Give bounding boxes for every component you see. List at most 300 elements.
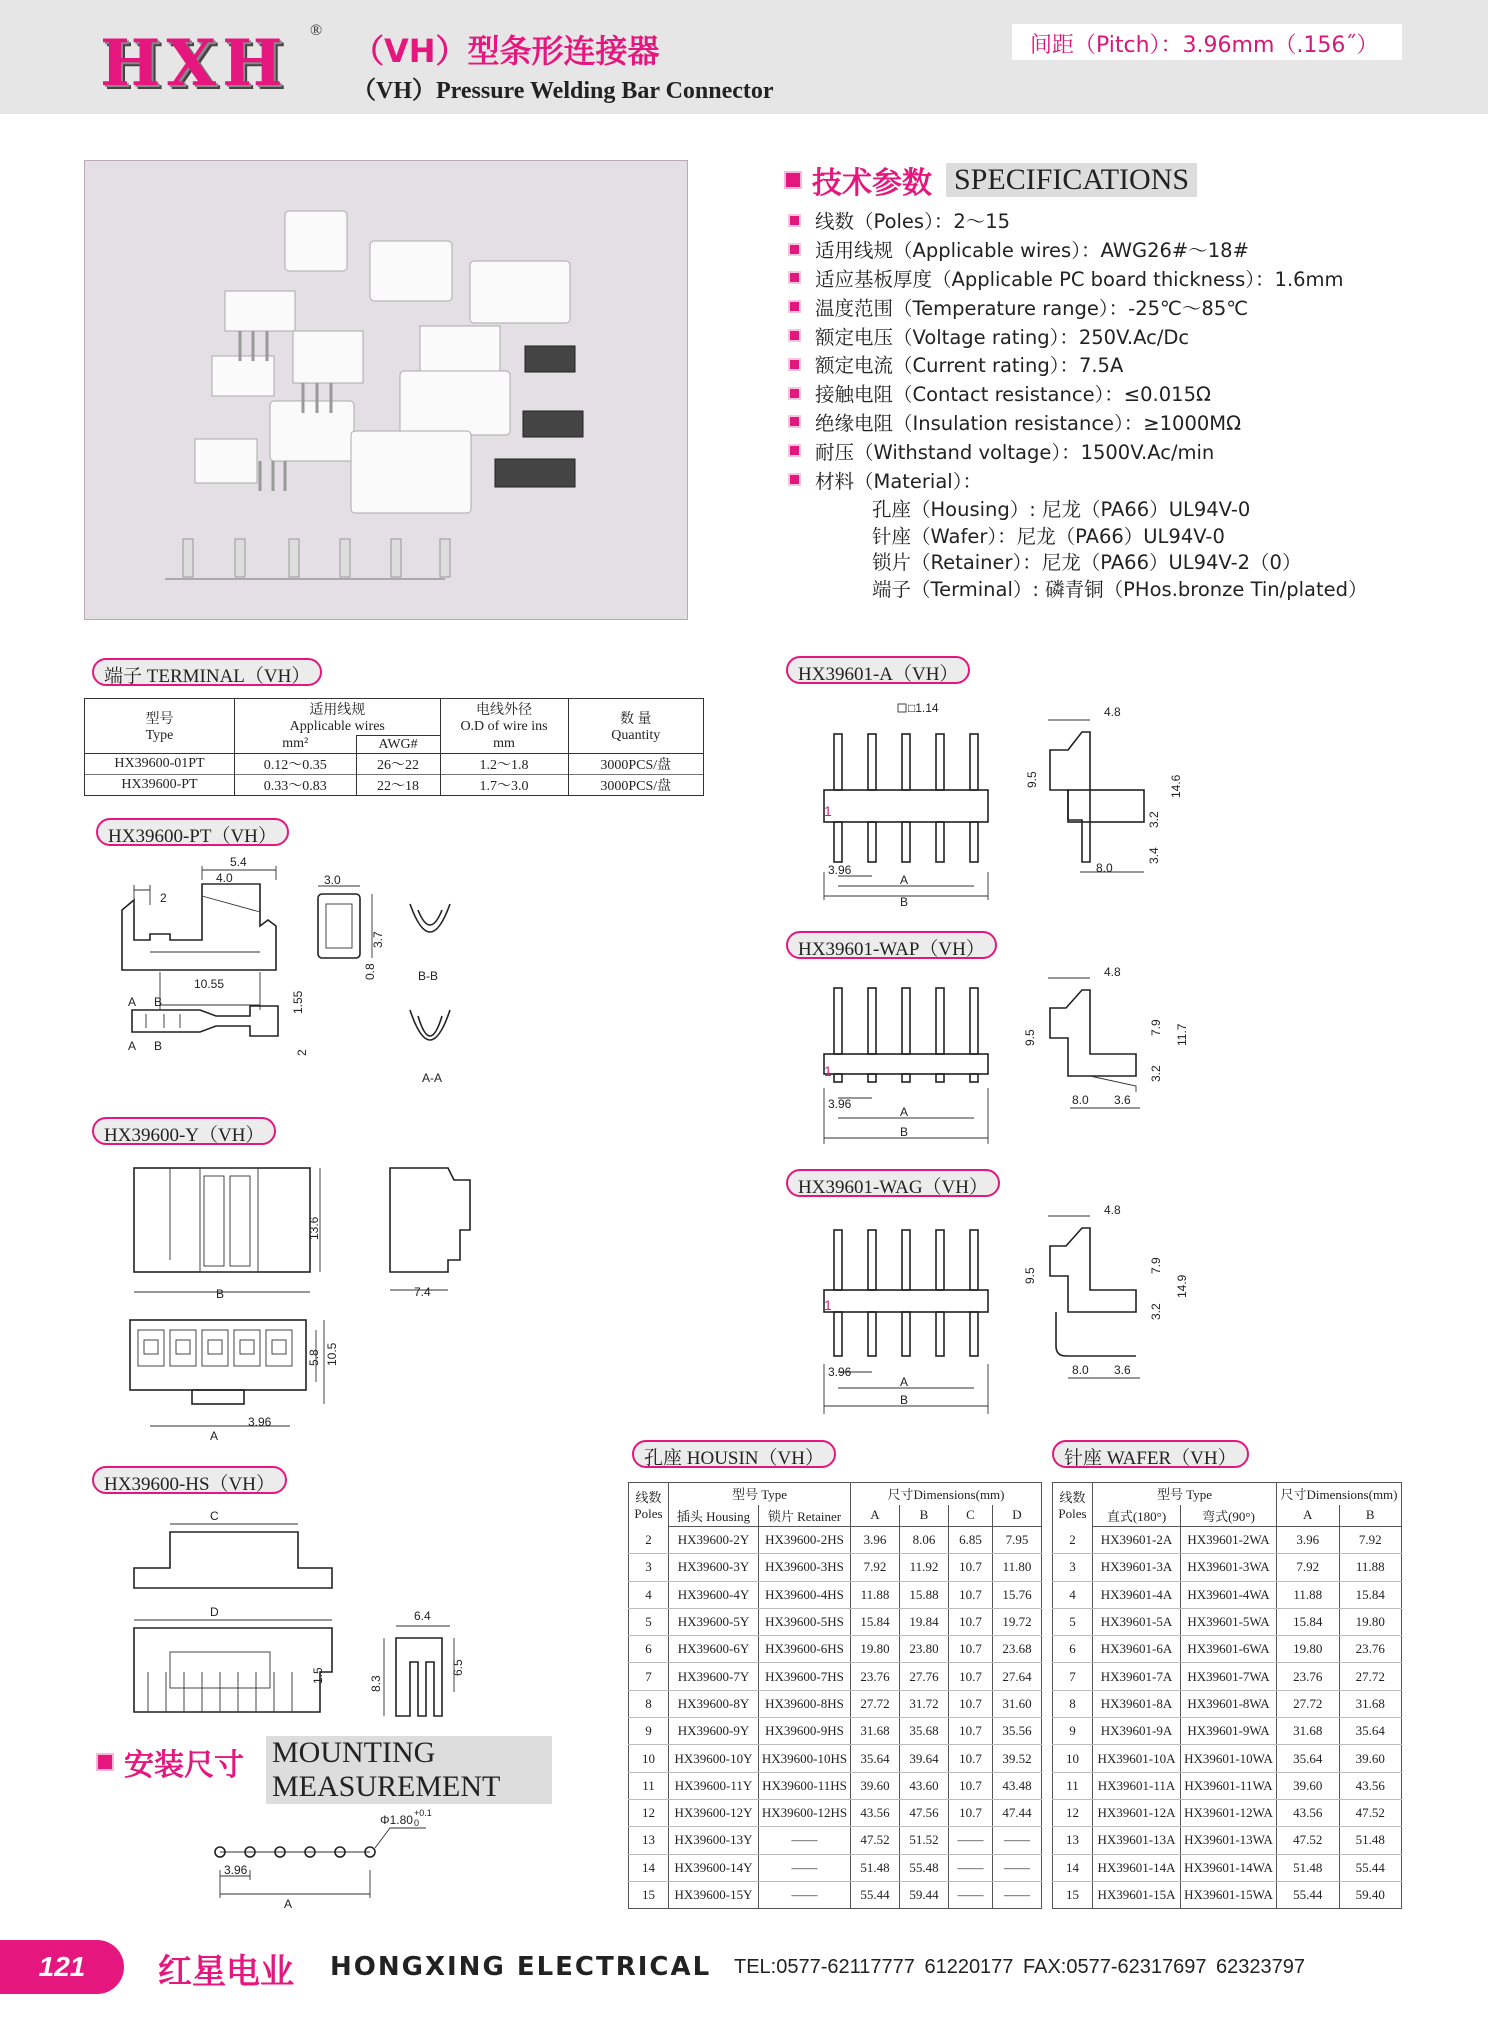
table-cell: 3 <box>1053 1554 1093 1581</box>
th-poles: 线数 Poles <box>629 1483 669 1527</box>
svg-text:14.9: 14.9 <box>1175 1274 1189 1298</box>
table-cell: 35.56 <box>992 1718 1041 1745</box>
table-cell: 11.88 <box>1277 1581 1340 1608</box>
table-cell: HX39601-13WA <box>1181 1827 1277 1854</box>
table-cell: HX39601-15A <box>1093 1881 1181 1908</box>
table-cell: —— <box>759 1854 851 1881</box>
table-cell: 7.92 <box>1277 1554 1340 1581</box>
table-cell: 39.52 <box>992 1745 1041 1772</box>
label-pt: HX39600-PT（VH） <box>96 818 289 846</box>
table-cell: HX39600-6HS <box>759 1636 851 1663</box>
table-cell: 23.68 <box>992 1636 1041 1663</box>
spec-item: 耐压（Withstand voltage）：1500V.Ac/min <box>788 436 1368 465</box>
table-cell: 55.44 <box>1339 1854 1402 1881</box>
a-wafer-drawing <box>800 700 1220 910</box>
table-cell: HX39601-11WA <box>1181 1772 1277 1799</box>
label-wag: HX39601-WAG（VH） <box>786 1169 1000 1197</box>
table-cell: 8.06 <box>899 1527 948 1554</box>
table-cell: 27.72 <box>1339 1663 1402 1690</box>
table-cell: 15 <box>629 1881 669 1908</box>
bullet-square-icon <box>788 300 801 313</box>
svg-text:8.0: 8.0 <box>1072 1363 1089 1377</box>
table-cell: —— <box>759 1881 851 1908</box>
table-cell: 31.68 <box>851 1718 900 1745</box>
bullet-square-icon <box>788 387 801 400</box>
table-row <box>629 1827 1042 1854</box>
table-cell: 9 <box>1053 1718 1093 1745</box>
spec-item: 材料（Material）： <box>788 465 1368 494</box>
svg-text:14.6: 14.6 <box>1169 774 1183 798</box>
table-cell: 51.52 <box>899 1827 948 1854</box>
table-cell: 23.76 <box>1277 1663 1340 1690</box>
spec-item: 接触电阻（Contact resistance）：≤0.015Ω <box>788 379 1368 408</box>
table-cell: 15 <box>1053 1881 1093 1908</box>
th-poles: 线数 Poles <box>1053 1483 1093 1527</box>
svg-text:B-B: B-B <box>418 969 439 983</box>
table-cell: 15.84 <box>1339 1581 1402 1608</box>
table-row <box>629 1636 1042 1663</box>
table-cell: 10.7 <box>948 1718 992 1745</box>
svg-text:2: 2 <box>160 891 167 905</box>
table-cell: 11.88 <box>851 1581 900 1608</box>
table-cell: 47.44 <box>992 1799 1041 1826</box>
svg-text:9.5: 9.5 <box>1025 771 1039 788</box>
table-cell: HX39601-12A <box>1093 1799 1181 1826</box>
table-cell: 11.88 <box>1339 1554 1402 1581</box>
svg-text:B: B <box>154 1039 163 1053</box>
th-angle: 弯式(90°) <box>1181 1505 1277 1527</box>
svg-text:4.0: 4.0 <box>216 871 233 885</box>
table-cell: 51.48 <box>851 1854 900 1881</box>
table-cell: HX39601-9WA <box>1181 1718 1277 1745</box>
table-cell: HX39601-10A <box>1093 1745 1181 1772</box>
table-cell: 19.72 <box>992 1608 1041 1635</box>
table-cell: HX39601-3WA <box>1181 1554 1277 1581</box>
table-cell: HX39601-10WA <box>1181 1745 1277 1772</box>
label-hs: HX39600-HS（VH） <box>92 1466 287 1494</box>
table-cell: 13 <box>629 1827 669 1854</box>
table-cell: HX39600-9Y <box>669 1718 759 1745</box>
table-cell: 39.60 <box>1277 1772 1340 1799</box>
svg-text:3.6: 3.6 <box>1114 1093 1131 1107</box>
table-cell: —— <box>992 1827 1041 1854</box>
svg-text:5.4: 5.4 <box>230 855 247 869</box>
svg-text:3.96: 3.96 <box>828 1365 852 1379</box>
table-cell: HX39600-10HS <box>759 1745 851 1772</box>
table-cell: 35.64 <box>1277 1745 1340 1772</box>
table-cell: 31.68 <box>1339 1690 1402 1717</box>
svg-text:4.8: 4.8 <box>1104 705 1121 719</box>
table-cell: HX39600-8Y <box>669 1690 759 1717</box>
table-cell: HX39601-8WA <box>1181 1690 1277 1717</box>
label-terminal: 端子 TERMINAL（VH） <box>92 658 322 686</box>
table-row <box>1053 1772 1402 1799</box>
svg-text:10.55: 10.55 <box>194 977 225 991</box>
svg-text:3.96: 3.96 <box>248 1415 272 1429</box>
material-item: 孔座（Housing）: 尼龙（PA66）UL94V-0 <box>872 497 1251 521</box>
specs-title-cn: 技术参数 <box>812 166 932 201</box>
th-mm2: mm² <box>235 736 357 754</box>
table-cell: HX39600-5HS <box>759 1608 851 1635</box>
table-cell: 12 <box>629 1799 669 1826</box>
table-cell: 47.56 <box>899 1799 948 1826</box>
table-cell: HX39600-12Y <box>669 1799 759 1826</box>
title-cn: （VH）型条形连接器 <box>352 32 660 70</box>
table-cell: 10.7 <box>948 1799 992 1826</box>
bullet-square-icon <box>784 171 802 189</box>
table-row <box>1053 1799 1402 1826</box>
th-wires: 适用线规 Applicable wires <box>235 699 441 736</box>
svg-text:7.9: 7.9 <box>1149 1257 1163 1274</box>
table-row <box>629 1854 1042 1881</box>
table-cell: 7.92 <box>1339 1527 1402 1554</box>
wafer-table: 线数 Poles 型号 Type 尺寸Dimensions(mm) 直式(180°) 弯式(90°) A B 2 HX39601-2A HX39601-2WA 3.96 7.92 3 HX39601-3A HX39601-3WA 7.92 11.88 4 HX39601-4A HX39601-4WA 11.88 15.84 5 HX39601-5A HX39601-5WA 15.84 19.80 6 HX39601-6A HX39601-6WA 19.80 23.76 7 HX39601-7A HX39601-7WA 23.76 27.72 8 HX39601-8A HX39601-8WA 27.72 31.68 9 HX39601-9A HX39601-9WA 31.68 35.64 10 HX39601-10A HX39601-10WA 35.64 39.60 11 HX39601-11A HX39601-11WA 39.60 43.56 12 HX39601-12A HX39601-12WA 43.56 47.52 13 HX39601-13A HX39601-13WA 47.52 51.48 14 HX39601-14A HX39601-14WA 51.48 55.44 15 HX39601-15A HX39601-15WA 55.44 59.40 <box>1052 1482 1402 1909</box>
table-cell: 51.48 <box>1339 1827 1402 1854</box>
table-cell: —— <box>948 1827 992 1854</box>
table-cell: HX39600-11HS <box>759 1772 851 1799</box>
bullet-square-icon <box>788 415 801 428</box>
svg-text:8.0: 8.0 <box>1096 861 1113 875</box>
table-cell: HX39600-3Y <box>669 1554 759 1581</box>
table-cell: 39.60 <box>851 1772 900 1799</box>
table-cell: 14 <box>1053 1854 1093 1881</box>
table-cell: 35.68 <box>899 1718 948 1745</box>
table-cell: —— <box>992 1881 1041 1908</box>
table-row <box>1053 1581 1402 1608</box>
table-row <box>629 1527 1042 1554</box>
bullet-square-icon <box>788 358 801 371</box>
table-cell: HX39600-2HS <box>759 1527 851 1554</box>
table-row <box>1053 1608 1402 1635</box>
material-item: 锁片（Retainer）：尼龙（PA66）UL94V-2（0） <box>872 551 1302 575</box>
svg-text:3.2: 3.2 <box>1147 811 1161 828</box>
table-cell: HX39600-15Y <box>669 1881 759 1908</box>
table-cell: 15.84 <box>851 1608 900 1635</box>
registered-mark: ® <box>310 22 323 39</box>
table-cell: 8 <box>629 1690 669 1717</box>
svg-text:3.0: 3.0 <box>324 873 341 887</box>
material-item: 针座（Wafer）：尼龙（PA66）UL94V-0 <box>872 524 1225 548</box>
product-photo <box>84 160 688 620</box>
svg-text:7.9: 7.9 <box>1149 1019 1163 1036</box>
table-cell: HX39601-4A <box>1093 1581 1181 1608</box>
th-type: 型号 Type <box>669 1483 851 1505</box>
table-cell: 13 <box>1053 1827 1093 1854</box>
table-cell: 51.48 <box>1277 1854 1340 1881</box>
table-cell: HX39600-6Y <box>669 1636 759 1663</box>
table-cell: 9 <box>629 1718 669 1745</box>
table-cell: 55.48 <box>899 1854 948 1881</box>
th-qty: 数 量 Quantity <box>568 699 704 754</box>
table-cell: 7 <box>1053 1663 1093 1690</box>
table-row <box>629 1745 1042 1772</box>
svg-text:A: A <box>128 1039 137 1053</box>
th-dim: 尺寸Dimensions(mm) <box>851 1483 1042 1505</box>
table-cell: 43.56 <box>851 1799 900 1826</box>
svg-text:3.6: 3.6 <box>1114 1363 1131 1377</box>
table-cell: 2 <box>629 1527 669 1554</box>
svg-text:A-A: A-A <box>422 1071 443 1085</box>
table-row <box>1053 1690 1402 1717</box>
table-cell: 3.96 <box>1277 1527 1340 1554</box>
table-cell: 11 <box>1053 1772 1093 1799</box>
table-cell: 27.72 <box>851 1690 900 1717</box>
svg-text:6.4: 6.4 <box>414 1609 431 1623</box>
svg-text:6.5: 6.5 <box>451 1659 465 1676</box>
pitch-box: 间距（Pitch）：3.96mm（.156˝） <box>1012 24 1402 60</box>
mounting-hole-drawing <box>200 1810 460 1910</box>
svg-text:9.5: 9.5 <box>1023 1267 1037 1284</box>
svg-text:+0.1: +0.1 <box>414 1808 432 1818</box>
svg-text:4.8: 4.8 <box>1104 1203 1121 1217</box>
mounting-title-en: MOUNTING MEASUREMENT <box>266 1736 552 1804</box>
table-cell: 23.76 <box>1339 1636 1402 1663</box>
table-cell: 10.7 <box>948 1608 992 1635</box>
table-cell: 5 <box>629 1608 669 1635</box>
connector-photo-illustration <box>85 161 689 621</box>
bullet-square-icon <box>788 329 801 342</box>
table-cell: 11.92 <box>899 1554 948 1581</box>
table-cell: HX39600-8HS <box>759 1690 851 1717</box>
contact-info: TEL:0577-62117777 61220177 FAX:0577-62317697 62323797 <box>734 1956 1306 1978</box>
svg-text:2: 2 <box>295 1049 309 1056</box>
svg-text:A: A <box>900 1105 909 1119</box>
table-cell: 59.44 <box>899 1881 948 1908</box>
svg-text:5.8: 5.8 <box>307 1349 321 1366</box>
table-cell: 10.7 <box>948 1636 992 1663</box>
table-cell: 15.76 <box>992 1581 1041 1608</box>
th-type: 型号 Type <box>1093 1483 1277 1505</box>
bullet-square-icon <box>788 473 801 486</box>
table-cell: HX39600-9HS <box>759 1718 851 1745</box>
table-cell: HX39600-12HS <box>759 1799 851 1826</box>
table-cell: —— <box>948 1881 992 1908</box>
table-cell: 31.72 <box>899 1690 948 1717</box>
th-dim: 尺寸Dimensions(mm) <box>1277 1483 1402 1505</box>
table-row: HX39600-01PT 0.12～0.35 26～22 1.2～1.8 3000PCS/盘 <box>85 754 704 775</box>
table-cell: 31.68 <box>1277 1718 1340 1745</box>
table-cell: HX39601-7WA <box>1181 1663 1277 1690</box>
table-cell: HX39600-4Y <box>669 1581 759 1608</box>
svg-text:A: A <box>900 873 909 887</box>
svg-text:B: B <box>900 895 909 909</box>
table-cell: 15.88 <box>899 1581 948 1608</box>
th-retainer: 锁片 Retainer <box>759 1505 851 1527</box>
th-od: 电线外径 O.D of wire ins <box>440 699 568 736</box>
spec-item: 温度范围（Temperature range）：-25℃～85℃ <box>788 292 1368 321</box>
table-cell: HX39601-12WA <box>1181 1799 1277 1826</box>
table-row <box>1053 1718 1402 1745</box>
table-row <box>629 1663 1042 1690</box>
table-row <box>1053 1854 1402 1881</box>
table-cell: HX39601-2A <box>1093 1527 1181 1554</box>
table-cell: HX39601-14WA <box>1181 1854 1277 1881</box>
page-number: 121 <box>0 1940 124 1994</box>
svg-text:3.96: 3.96 <box>828 1097 852 1111</box>
table-cell: HX39600-2Y <box>669 1527 759 1554</box>
svg-text:3.4: 3.4 <box>1147 847 1161 864</box>
table-row <box>1053 1827 1402 1854</box>
table-cell: HX39601-4WA <box>1181 1581 1277 1608</box>
spec-item: 绝缘电阻（Insulation resistance）：≥1000MΩ <box>788 408 1368 437</box>
svg-text:C: C <box>210 1509 219 1523</box>
y-housing-drawing <box>120 1150 500 1450</box>
table-row <box>1053 1527 1402 1554</box>
table-cell: HX39601-14A <box>1093 1854 1181 1881</box>
label-housin: 孔座 HOUSIN（VH） <box>632 1440 836 1468</box>
th-type: 型号 Type <box>85 699 235 754</box>
svg-text:0.8: 0.8 <box>363 963 377 980</box>
table-cell: HX39601-2WA <box>1181 1527 1277 1554</box>
table-row <box>1053 1663 1402 1690</box>
bullet-square-icon <box>788 214 801 227</box>
table-cell: HX39600-7HS <box>759 1663 851 1690</box>
table-row <box>629 1581 1042 1608</box>
table-cell: 10.7 <box>948 1690 992 1717</box>
svg-text:13.6: 13.6 <box>307 1216 321 1240</box>
table-cell: HX39601-8A <box>1093 1690 1181 1717</box>
table-cell: HX39600-5Y <box>669 1608 759 1635</box>
table-cell: HX39601-5A <box>1093 1608 1181 1635</box>
table-cell: 27.72 <box>1277 1690 1340 1717</box>
mounting-title-cn: 安装尺寸 <box>124 1748 244 1783</box>
table-cell: HX39601-9A <box>1093 1718 1181 1745</box>
housing-table: 线数 Poles 型号 Type 尺寸Dimensions(mm) 插头 Housing 锁片 Retainer A B C D 2 HX39600-2Y HX39600-2HS 3.96 8.06 6.85 7.95 3 HX39600-3Y HX39600-3HS 7.92 11.92 10.7 11.80 4 HX39600-4Y HX39600-4HS 11.88 15.88 10.7 15.76 5 HX39600-5Y HX39600-5HS 15.84 19.84 10.7 19.72 6 HX39600-6Y HX39600-6HS 19.80 23.80 10.7 23.68 7 HX39600-7Y HX39600-7HS 23.76 27.76 10.7 27.64 8 HX39600-8Y HX39600-8HS 27.72 31.72 10.7 31.60 9 HX39600-9Y HX39600-9HS 31.68 35.68 10.7 35.56 10 HX39600-10Y HX39600-10HS 35.64 39.64 10.7 39.52 11 HX39600-11Y HX39600-11HS 39.60 43.60 10.7 43.48 12 HX39600-12Y HX39600-12HS 43.56 47.56 10.7 47.44 13 HX39600-13Y —— 47.52 51.52 —— —— 14 HX39600-14Y —— 51.48 55.48 —— —— 15 HX39600-15Y —— 55.44 59.44 —— —— <box>628 1482 1042 1909</box>
table-cell: 10.7 <box>948 1663 992 1690</box>
svg-text:□1.14: □1.14 <box>908 701 939 715</box>
table-cell: —— <box>992 1854 1041 1881</box>
wag-wafer-drawing <box>800 1200 1220 1430</box>
spec-item: 适应基板厚度（Applicable PC board thickness）：1.6mm <box>788 264 1368 293</box>
svg-text:9.5: 9.5 <box>1023 1029 1037 1046</box>
table-cell: HX39600-13Y <box>669 1827 759 1854</box>
table-cell: HX39600-7Y <box>669 1663 759 1690</box>
table-row <box>629 1799 1042 1826</box>
bullet-square-icon <box>788 444 801 457</box>
spec-item: 额定电流（Current rating）：7.5A <box>788 350 1368 379</box>
table-row <box>629 1608 1042 1635</box>
table-cell: 10.7 <box>948 1554 992 1581</box>
table-cell: 5 <box>1053 1608 1093 1635</box>
table-cell: 55.44 <box>1277 1881 1340 1908</box>
page-header <box>0 0 1488 114</box>
material-item: 端子（Terminal）: 磷青铜（PHos.bronze Tin/plated） <box>872 578 1368 602</box>
bullet-square-icon <box>788 243 801 256</box>
wap-wafer-drawing <box>800 965 1220 1148</box>
specs-title <box>784 158 1197 202</box>
svg-text:3.96: 3.96 <box>828 863 852 877</box>
specs-title-en: SPECIFICATIONS <box>946 163 1197 197</box>
table-cell: 47.52 <box>1339 1799 1402 1826</box>
table-cell: 6.85 <box>948 1527 992 1554</box>
table-cell: HX39601-5WA <box>1181 1608 1277 1635</box>
table-cell: 10.7 <box>948 1772 992 1799</box>
table-cell: 19.80 <box>851 1636 900 1663</box>
svg-text:1: 1 <box>824 1063 832 1079</box>
svg-text:A: A <box>210 1429 219 1443</box>
table-cell: 6 <box>629 1636 669 1663</box>
table-row <box>629 1772 1042 1799</box>
table-cell: 8 <box>1053 1690 1093 1717</box>
table-row <box>629 1554 1042 1581</box>
svg-text:B: B <box>154 995 163 1009</box>
th-mm: mm <box>440 736 568 754</box>
table-cell: 7.95 <box>992 1527 1041 1554</box>
svg-text:3.2: 3.2 <box>1149 1065 1163 1082</box>
table-cell: HX39600-14Y <box>669 1854 759 1881</box>
table-cell: 10.7 <box>948 1581 992 1608</box>
spec-item: 适用线规（Applicable wires）：AWG26#～18# <box>788 235 1368 264</box>
hs-retainer-drawing <box>120 1502 500 1732</box>
bullet-square-icon <box>96 1753 114 1771</box>
svg-text:10.5: 10.5 <box>325 1342 339 1366</box>
th-straight: 直式(180°) <box>1093 1505 1181 1527</box>
table-cell: 59.40 <box>1339 1881 1402 1908</box>
table-cell: 43.60 <box>899 1772 948 1799</box>
table-cell: 55.44 <box>851 1881 900 1908</box>
svg-text:A: A <box>128 995 137 1009</box>
svg-text:D: D <box>210 1605 219 1619</box>
table-cell: 19.80 <box>1277 1636 1340 1663</box>
table-cell: 23.80 <box>899 1636 948 1663</box>
table-cell: 11.80 <box>992 1554 1041 1581</box>
svg-text:7.4: 7.4 <box>414 1285 431 1299</box>
table-cell: 43.48 <box>992 1772 1041 1799</box>
table-cell: 47.52 <box>1277 1827 1340 1854</box>
table-cell: HX39601-3A <box>1093 1554 1181 1581</box>
title-en: （VH）Pressure Welding Bar Connector <box>352 78 774 104</box>
table-cell: 2 <box>1053 1527 1093 1554</box>
svg-text:B: B <box>900 1393 909 1407</box>
table-cell: 47.52 <box>851 1827 900 1854</box>
svg-text:1: 1 <box>824 1297 832 1313</box>
svg-text:Φ1.80: Φ1.80 <box>380 1813 413 1827</box>
spec-item: 线数（Poles）：2～15 <box>788 206 1368 235</box>
table-cell: 7 <box>629 1663 669 1690</box>
svg-text:0: 0 <box>414 1818 420 1828</box>
table-cell: 39.60 <box>1339 1745 1402 1772</box>
bullet-square-icon <box>788 271 801 284</box>
table-cell: 12 <box>1053 1799 1093 1826</box>
table-cell: 10 <box>629 1745 669 1772</box>
pt-terminal-drawing <box>110 855 470 1100</box>
table-cell: HX39601-6A <box>1093 1636 1181 1663</box>
table-cell: 7.92 <box>851 1554 900 1581</box>
th-housing: 插头 Housing <box>669 1505 759 1527</box>
table-cell: 14 <box>629 1854 669 1881</box>
specs-list <box>788 206 1368 601</box>
table-cell: 35.64 <box>851 1745 900 1772</box>
th-awg: AWG# <box>356 736 440 754</box>
label-wafer: 针座 WAFER（VH） <box>1052 1440 1249 1468</box>
table-cell: 10 <box>1053 1745 1093 1772</box>
table-cell: 27.76 <box>899 1663 948 1690</box>
table-cell: 4 <box>629 1581 669 1608</box>
table-cell: 10.7 <box>948 1745 992 1772</box>
label-wap: HX39601-WAP（VH） <box>786 931 997 959</box>
table-cell: 39.64 <box>899 1745 948 1772</box>
svg-text:B: B <box>900 1125 909 1139</box>
table-cell: 27.64 <box>992 1663 1041 1690</box>
svg-text:1.5: 1.5 <box>311 1667 325 1684</box>
table-cell: 6 <box>1053 1636 1093 1663</box>
svg-text:1.55: 1.55 <box>291 990 305 1014</box>
table-cell: 43.56 <box>1277 1799 1340 1826</box>
terminal-table <box>84 698 704 796</box>
company-name-cn: 红星电业 <box>158 1952 294 1992</box>
table-cell: 19.80 <box>1339 1608 1402 1635</box>
table-cell: 43.56 <box>1339 1772 1402 1799</box>
